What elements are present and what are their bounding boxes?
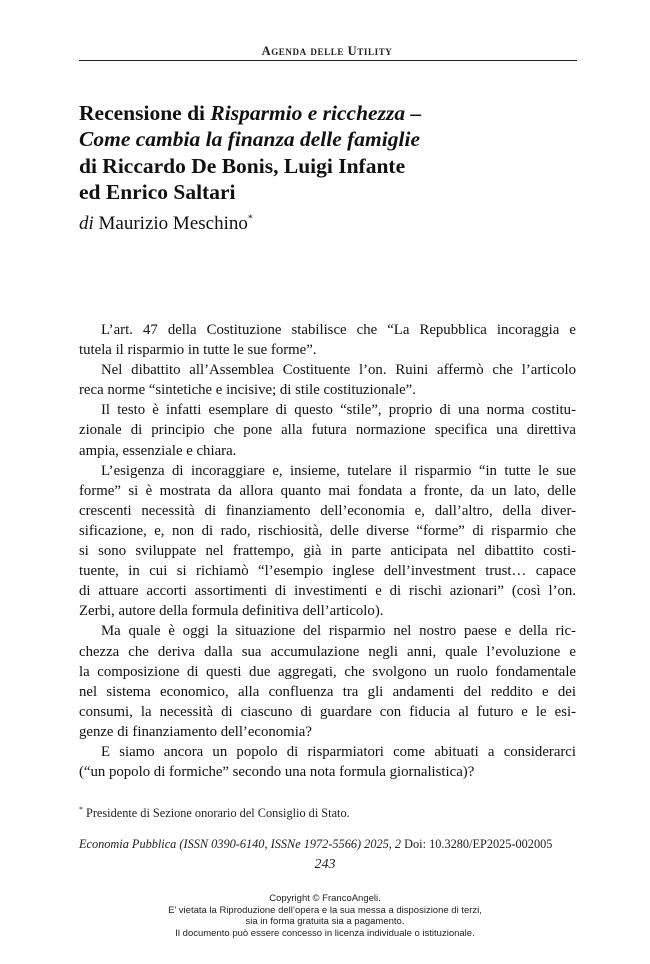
paragraph-line: Ma quale è oggi la situazione del risparmio nel nostro paese e della ric-: [101, 623, 576, 640]
paragraph: [79, 400, 576, 460]
paragraph-line: sificazione, e, non di rado, rischiosità, delle diverse “forme” di risparmio che: [79, 522, 576, 539]
paragraph-line: nel sistema economico, alla confluenza tra gli andamenti del reddito e dei: [79, 683, 576, 700]
copyright-notice: [0, 893, 650, 939]
title-prefix: Recensione di: [79, 101, 211, 125]
paragraph-line: chezza che deriva dalla sua accumulazione negli anni, quale l’evoluzione e: [79, 643, 576, 660]
paragraph: [79, 742, 576, 782]
paragraph: [79, 621, 576, 742]
title-italic-1: Risparmio e ricchezza –: [210, 101, 422, 125]
author-name: Maurizio Meschino: [98, 213, 248, 234]
header-rule: [79, 60, 577, 61]
page-number: 243: [314, 857, 336, 872]
copyright-line: Il documento può essere concesso in licenza individuale o istituzionale.: [175, 927, 475, 939]
paragraph-line: la composizione di questi due aggregati, che svolgono un ruolo fondamentale: [79, 663, 576, 680]
paragraph-line: zionale di principio che pone alla futura normazione specifica una direttiva: [79, 422, 576, 439]
citation-doi: Doi: 10.3280/EP2025-002005: [401, 837, 553, 851]
paragraph-line: consumi, la necessità di ciascuno di guardare con fiducia al futuro e le esi-: [79, 703, 576, 720]
paragraph-line: genze di finanziamento dell’economia?: [79, 723, 312, 740]
paragraph-line: L’esigenza di incoraggiare e, insieme, tutelare il risparmio “in tutte le sue: [101, 462, 576, 479]
paragraph: [79, 360, 576, 400]
paragraph-line: L’art. 47 della Costituzione stabilisce che “La Repubblica incoraggia e: [101, 322, 576, 338]
paragraph-line: E siamo ancora un popolo di risparmiatori come abituati a considerarci: [101, 743, 576, 760]
title-line-3: di Riccardo De Bonis, Luigi Infante: [79, 153, 406, 178]
paragraph: [79, 320, 576, 360]
paragraph-line: Il testo è infatti esemplare di questo “stile”, proprio di una norma costitu-: [101, 402, 576, 419]
paragraph-line: Zerbi, autore della formula definitiva dell’articolo).: [79, 603, 384, 620]
title-line-1: [79, 100, 579, 126]
footnote: [79, 805, 350, 821]
paragraph-line: tuente, in cui si richiamò “l’esempio inglese dell’investment trust… capace: [79, 563, 576, 580]
title-line-4: ed Enrico Saltari: [79, 180, 236, 205]
author-footnote-mark: *: [247, 213, 253, 225]
paragraph-line: di attuare accorti assortimenti di investimenti e di rischi azionari” (così l’on.: [79, 583, 576, 600]
citation-journal: Economia Pubblica (ISSN 0390-6140, ISSNe 1972-5566) 2025, 2: [79, 837, 402, 851]
copyright-line: E’ vietata la Riproduzione dell’opera e la sua messa a disposizione di terzi,: [168, 904, 482, 916]
copyright-line: Copyright © FrancoAngeli.: [269, 893, 381, 904]
copyright-line: sia in forma gratuita sia a pagamento.: [245, 916, 405, 927]
running-header: Agenda delle Utility: [261, 44, 393, 58]
paragraph-line: crescenti necessità di finanziamento dell’economia e, dall’altro, della diver-: [79, 502, 576, 519]
paragraph-line: si sono sviluppate nel frattempo, già in parte anticipata nel dibattito costi-: [79, 543, 576, 560]
paragraph-line: (“un popolo di formiche” secondo una nota formula giornalistica)?: [79, 764, 475, 781]
body-text: [79, 320, 576, 782]
author-line: [79, 213, 253, 235]
footnote-text: Presidente di Sezione onorario del Consiglio di Stato.: [86, 806, 350, 821]
paragraph-line: Nel dibattito all’Assemblea Costituente l’on. Ruini affermò che l’articolo: [101, 362, 576, 379]
paragraph-line: ampia, essenziale e chiara.: [79, 442, 237, 459]
footnote-mark: *: [79, 805, 83, 814]
author-by: di: [79, 213, 94, 234]
paragraph: [79, 461, 576, 622]
title-italic-2: Come cambia la finanza delle famiglie: [79, 127, 420, 152]
paragraph-line: reca norme “sintetiche e incisive; di stile costituzionale”.: [79, 382, 416, 399]
paragraph-line: forme” si è mostrata da allora quanto mai fondata a fronte, da un lato, delle: [79, 482, 576, 499]
paragraph-line: tutela il risparmio in tutte le sue forme”.: [79, 342, 317, 359]
article-title: [79, 100, 579, 206]
title-line-2: [79, 126, 579, 152]
citation: [79, 837, 552, 852]
